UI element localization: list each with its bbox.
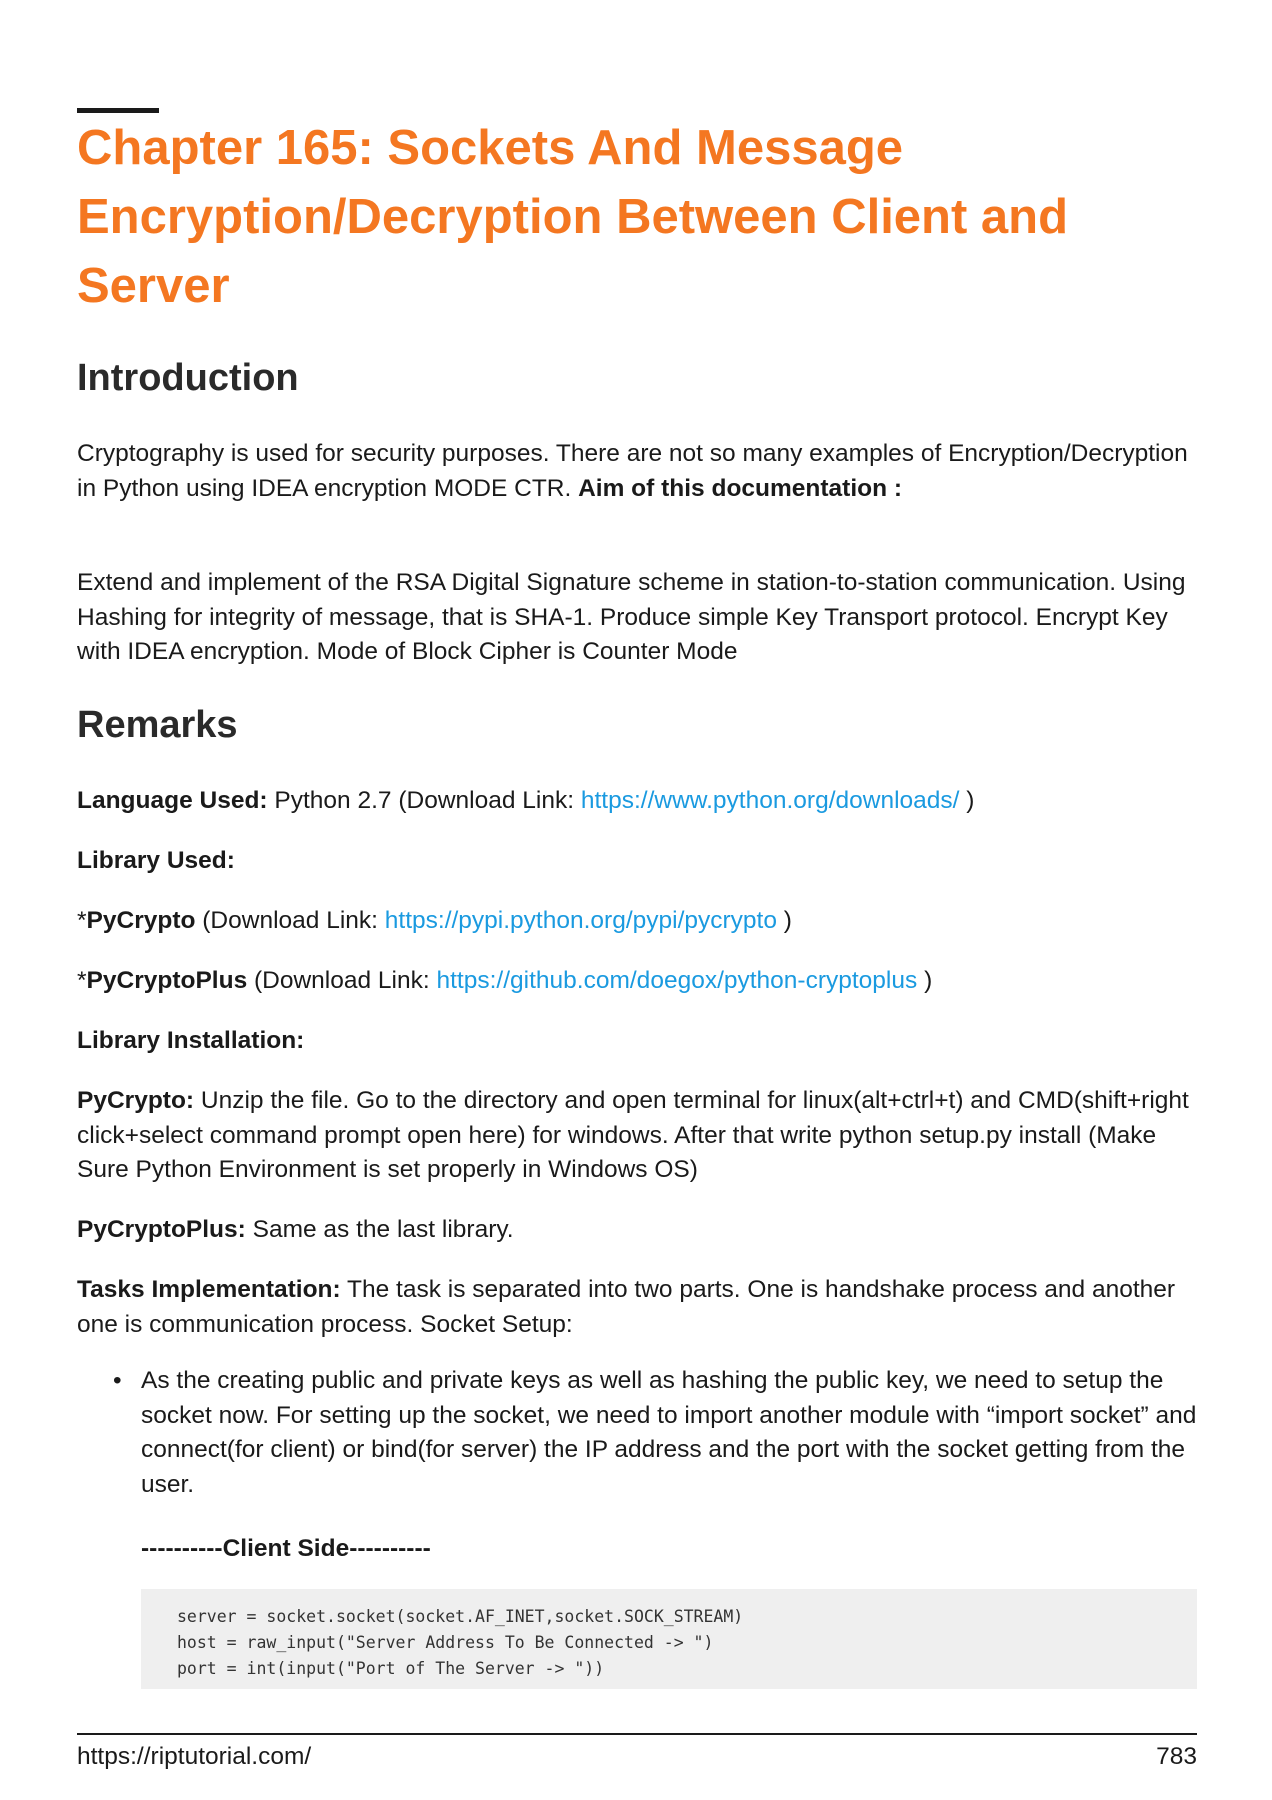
pycrypto-install-text: Unzip the file. Go to the directory and open terminal for linux(alt+ctrl+t) and CMD(shift+right click+select command prompt open here) for windows. After that write python setup.py install (Make Sure Python Environment is set properly in Windows OS): [77, 1087, 1189, 1183]
code-line: port = int(input("Port of The Server -> ")): [177, 1659, 605, 1678]
footer-url[interactable]: https://riptutorial.com/: [77, 1743, 312, 1770]
page-number: 783: [1156, 1743, 1197, 1770]
language-close: ): [959, 787, 975, 814]
footer-rule: [77, 1733, 1197, 1735]
bullet-dot: •: [113, 1367, 122, 1394]
tasks-label: Tasks Implementation:: [77, 1276, 341, 1303]
library-installation-label-text: Library Installation:: [77, 1027, 305, 1054]
pycrypto-line: [77, 904, 1197, 939]
pycrypto-text: (Download Link:: [195, 907, 385, 934]
pycrypto-close: ): [776, 907, 792, 934]
pycrypto-install-paragraph: [77, 1084, 1197, 1188]
pycrypto-star: *: [77, 907, 87, 934]
library-used-label: [77, 844, 1197, 879]
pycrypto-download-link[interactable]: https://pypi.python.org/pypi/pycrypto: [384, 907, 777, 934]
chapter-title: Chapter 165: Sockets And Message Encryption/Decryption Between Client and Server: [77, 121, 1069, 313]
aim-label: Aim of this documentation :: [578, 474, 903, 502]
pycryptoplus-text: (Download Link:: [247, 967, 437, 994]
title-rule: [77, 108, 159, 113]
code-line: server = socket.socket(socket.AF_INET,socket.SOCK_STREAM): [177, 1607, 744, 1626]
pycryptoplus-download-link[interactable]: https://github.com/doegox/python-cryptoplus: [436, 967, 918, 994]
library-used-label-text: Library Used:: [77, 847, 235, 874]
intro-text: Cryptography is used for security purposes. There are not so many examples of Encryption/Decryption in Python using IDEA encryption MODE CTR.: [77, 440, 1188, 502]
pycryptoplus-install-paragraph: [77, 1213, 1197, 1248]
intro-paragraph-2: Extend and implement of the RSA Digital Signature scheme in station-to-station communication. Using Hashing for integrity of message, that is SHA-1. Produce simple Key Transport protocol. Encrypt Key with IDEA encryption. Mode of Block Cipher is Counter Mode: [77, 569, 1186, 665]
language-used-line: [77, 784, 1197, 819]
language-text: Python 2.7 (Download Link:: [267, 787, 581, 814]
remarks-heading: Remarks: [77, 704, 238, 746]
pycryptoplus-line: [77, 964, 1197, 999]
pycryptoplus-install-label: PyCryptoPlus:: [77, 1216, 246, 1243]
python-download-link[interactable]: https://www.python.org/downloads/: [580, 787, 960, 814]
code-line: host = raw_input("Server Address To Be Connected -> "): [177, 1633, 714, 1652]
pycrypto-install-label: PyCrypto:: [77, 1087, 195, 1114]
code-block: [141, 1589, 1197, 1689]
client-side-label: ----------Client Side----------: [141, 1535, 431, 1562]
language-label: Language Used:: [77, 787, 268, 814]
library-installation-label: [77, 1024, 1197, 1059]
tasks-text: The task is separated into two parts. One is handshake process and another one is communication process. Socket Setup:: [77, 1276, 1176, 1338]
pycryptoplus-close: ): [917, 967, 933, 994]
pycrypto-name: PyCrypto: [86, 907, 196, 934]
pycryptoplus-name: PyCryptoPlus: [86, 967, 248, 994]
intro-paragraph-1: [77, 437, 1197, 506]
pycryptoplus-star: *: [77, 967, 87, 994]
introduction-heading: Introduction: [77, 357, 299, 399]
tasks-paragraph: [77, 1273, 1197, 1342]
bullet-item: As the creating public and private keys as well as hashing the public key, we need to setup the socket now. For setting up the socket, we need to import another module with “import socket” and connect(for client) or bind(for server) the IP address and the port with the socket getting from the user.: [141, 1367, 1197, 1498]
pycryptoplus-install-text: Same as the last library.: [245, 1216, 514, 1243]
